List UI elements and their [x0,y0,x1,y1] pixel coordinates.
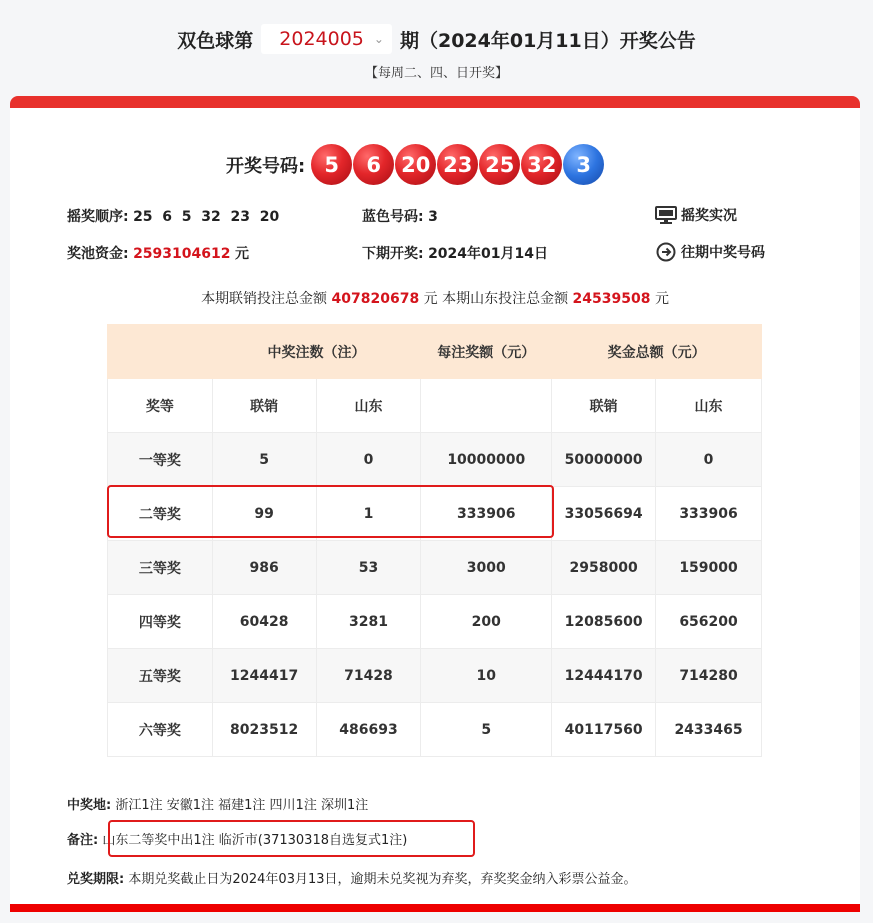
winner-locations [67,794,368,813]
table-header-cell: 中奖注数（注） [212,325,421,379]
next-draw-label: 下期开奖: [362,246,424,262]
issue-select[interactable] [261,24,392,54]
table-cell: 12444170 [552,649,656,703]
title-suffix: 期（2024年01月11日）开奖公告 [399,29,696,52]
table-header-cell [421,379,552,433]
monitor-icon [655,206,677,224]
red-ball: 20 [395,144,436,185]
table-cell: 486693 [316,703,421,757]
table-cell: 六等奖 [108,703,213,757]
bottom-accent-bar [10,904,860,912]
red-ball: 32 [521,144,562,185]
table-header-cell [108,325,213,379]
table-cell: 0 [316,433,421,487]
winner-locations-label: 中奖地: [67,798,112,813]
table-cell: 40117560 [552,703,656,757]
blue-number-value: 3 [428,209,438,225]
table-cell: 71428 [316,649,421,703]
table-cell: 1244417 [212,649,316,703]
table-cell: 五等奖 [108,649,213,703]
next-draw-value: 2024年01月14日 [428,246,548,262]
table-cell: 8023512 [212,703,316,757]
table-cell: 159000 [656,541,762,595]
table-cell: 60428 [212,595,316,649]
table-cell: 1 [316,487,421,541]
table-cell: 99 [212,487,316,541]
remark-label: 备注: [67,833,99,848]
issue-value: 2024005 [279,28,364,50]
winning-numbers [226,144,605,185]
table-header-cell: 联销 [212,379,316,433]
table-cell: 10000000 [421,433,552,487]
table-cell: 5 [212,433,316,487]
prize-table [107,324,762,757]
table-row [108,703,762,757]
red-ball: 25 [479,144,520,185]
table-cell: 5 [421,703,552,757]
table-cell: 656200 [656,595,762,649]
claim-deadline-value: 本期兑奖截止日为2024年03月13日，逾期未兑奖视为弃奖，弃奖奖金纳入彩票公益金。 [128,872,637,887]
table-cell: 333906 [656,487,762,541]
province-sales-value: 24539508 [572,291,651,307]
table-cell: 50000000 [552,433,656,487]
national-sales-label: 本期联销投注总金额 [201,291,328,307]
live-draw-label: 摇奖实况 [681,208,737,224]
table-cell: 一等奖 [108,433,213,487]
prize-pool-value: 2593104612 [133,246,231,262]
national-sales-value: 407820678 [331,291,420,307]
next-draw [362,243,548,263]
table-row [108,595,762,649]
red-ball: 5 [311,144,352,185]
table-header-cell: 山东 [656,379,762,433]
red-ball: 6 [353,144,394,185]
remark-value: 山东二等奖中出1注 临沂市(37130318自选复式1注) [102,833,408,848]
sales-totals [10,288,860,308]
table-cell: 333906 [421,487,552,541]
table-cell: 四等奖 [108,595,213,649]
table-row [108,541,762,595]
claim-deadline-label: 兑奖期限: [67,872,125,887]
winner-locations-value: 浙江1注 安徽1注 福建1注 四川1注 深圳1注 [115,798,369,813]
table-cell: 12085600 [552,595,656,649]
province-sales-unit: 元 [654,291,669,307]
table-header-cell: 奖等 [108,379,213,433]
table-cell: 3281 [316,595,421,649]
history-link[interactable] [655,242,765,262]
table-cell: 200 [421,595,552,649]
table-header-cell: 每注奖额（元） [421,325,552,379]
blue-number [362,206,438,226]
page-title [0,22,873,56]
table-cell: 0 [656,433,762,487]
table-sub-header [108,379,762,433]
national-sales-unit: 元 [423,291,438,307]
claim-deadline [67,868,637,887]
chevron-down-icon: ⌄ [373,32,384,46]
table-header-cell: 奖金总额（元） [552,325,762,379]
result-card [10,96,860,904]
draw-order-value: 25 6 5 32 23 20 [133,209,280,225]
table-group-header [108,325,762,379]
table-cell: 714280 [656,649,762,703]
province-sales-label: 本期山东投注总金额 [442,291,569,307]
prize-pool-unit: 元 [234,246,249,262]
table-cell: 3000 [421,541,552,595]
table-cell: 2433465 [656,703,762,757]
table-cell: 33056694 [552,487,656,541]
table-cell: 986 [212,541,316,595]
live-draw-link[interactable] [655,205,737,225]
table-cell: 53 [316,541,421,595]
table-cell: 10 [421,649,552,703]
title-prefix: 双色球第 [177,29,254,52]
page-header [0,22,873,81]
draw-schedule: 【每周二、四、日开奖】 [364,66,508,81]
arrow-circle-icon [655,242,677,262]
draw-order [67,206,279,226]
table-header-cell: 山东 [316,379,421,433]
second-prize-highlight [107,485,554,538]
table-cell: 三等奖 [108,541,213,595]
remark-highlight [108,820,475,857]
table-cell: 二等奖 [108,487,213,541]
prize-pool-label: 奖池资金: [67,246,129,262]
table-header-cell: 联销 [552,379,656,433]
red-ball: 23 [437,144,478,185]
table-cell: 2958000 [552,541,656,595]
history-label: 往期中奖号码 [681,245,765,261]
table-row [108,433,762,487]
blue-ball: 3 [563,144,604,185]
table-row [108,649,762,703]
draw-order-label: 摇奖顺序: [67,209,129,225]
numbers-label: 开奖号码: [226,155,306,177]
prize-pool [67,243,249,263]
blue-number-label: 蓝色号码: [362,209,424,225]
